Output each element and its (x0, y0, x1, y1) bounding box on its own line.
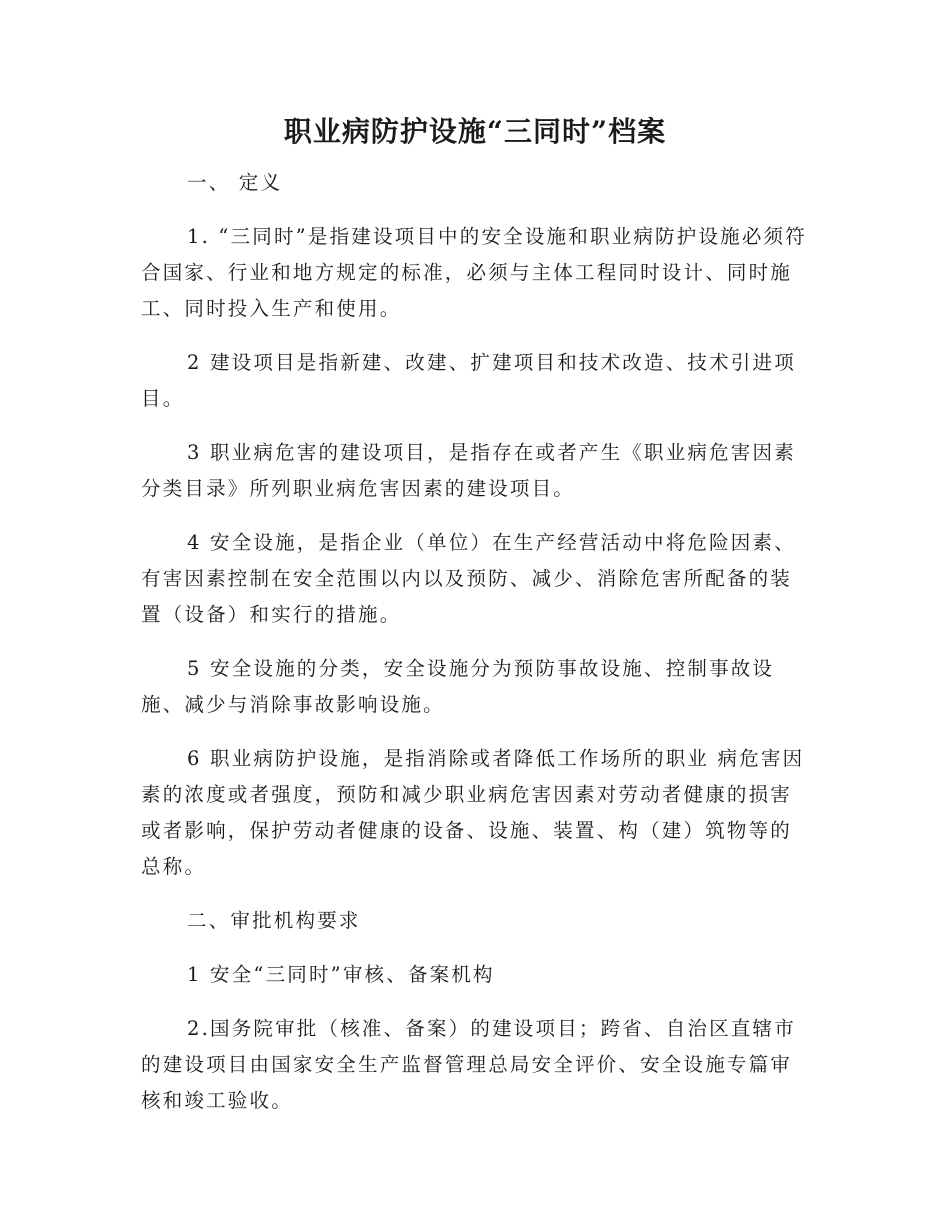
paragraph-approval-1: 1 安全“三同时”审核、备案机构 (187, 963, 495, 986)
paragraph-approval-2: 2.国务院审批（核准、备案）的建设项目；跨省、自治区直辖市的建设项目由国家安全生产监督管理总局安全评价、安全设施专篇审核和竣工验收。 (141, 1017, 796, 1112)
section-heading-approval: 二、审批机构要求 (187, 909, 361, 932)
paragraph-2: 2 建设项目是指新建、改建、扩建项目和技术改造、技术引进项目。 (141, 351, 796, 410)
paragraph-6: 6 职业病防护设施，是指消除或者降低工作场所的职业 病危害因素的浓度或者强度，预防和减少职业病危害因素对劳动者健康的损害或者影响，保护劳动者健康的设备、设施、装置、构（建）筑物等的总称。 (141, 747, 805, 878)
paragraph-4: 4 安全设施，是指企业（单位）在生产经营活动中将危险因素、有害因素控制在安全范围以内以及预防、减少、消除危害所配备的装置（设备）和实行的措施。 (141, 531, 796, 626)
paragraph-3: 3 职业病危害的建设项目，是指存在或者产生《职业病危害因素分类目录》所列职业病危害因素的建设项目。 (141, 441, 796, 500)
paragraph-1: 1. “三同时”是指建设项目中的安全设施和职业病防护设施必须符合国家、行业和地方规定的标准，必须与主体工程同时设计、同时施工、同时投入生产和使用。 (141, 225, 807, 320)
section-heading-definition: 一、 定义 (187, 171, 283, 194)
paragraph-5: 5 安全设施的分类，安全设施分为预防事故设施、控制事故设施、减少与消除事故影响设施。 (141, 657, 775, 716)
document-title: 职业病防护设施“三同时”档案 (283, 115, 667, 148)
